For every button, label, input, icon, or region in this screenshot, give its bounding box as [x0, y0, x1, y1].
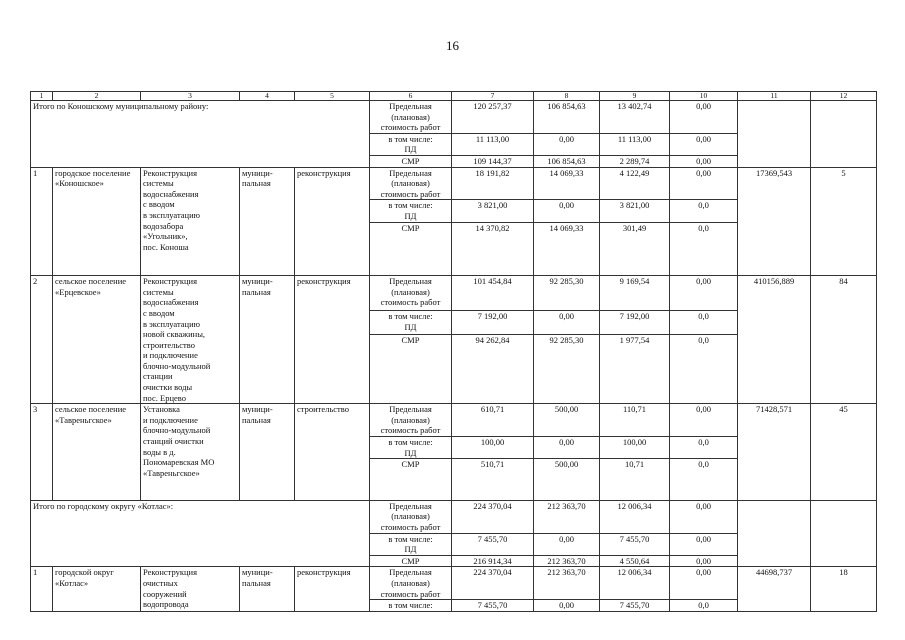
settlement-line: городское поселение: [55, 167, 131, 178]
work-type: реконструкция: [295, 276, 370, 404]
value-c10: 0,00: [670, 533, 738, 555]
cost-type-line: (плановая): [391, 178, 430, 189]
object-line: блочно-модульной: [143, 425, 211, 436]
value-c7: 11 113,00: [452, 133, 534, 155]
item-row: [31, 404, 877, 437]
cost-type-line: Предельная: [389, 101, 432, 111]
settlement-name: [53, 567, 141, 611]
object-line: водоснабжения: [143, 188, 199, 199]
object-line: с вводом: [143, 199, 175, 210]
ownership-type: [240, 167, 295, 276]
value-c10: 0,00: [670, 567, 738, 600]
cost-type-label: [370, 500, 452, 533]
object-description: [141, 167, 240, 276]
value-c10: 0,00: [670, 101, 738, 134]
settlement-name: [53, 276, 141, 404]
value-c10: 0,0: [670, 600, 738, 612]
cost-type-label: [370, 133, 452, 155]
value-c8: 106 854,63: [534, 155, 600, 167]
cost-type-label: [370, 155, 452, 167]
object-line: и подключение: [143, 414, 198, 425]
value-c8: 92 285,30: [534, 334, 600, 404]
cost-type-label: [370, 222, 452, 276]
value-c9: 2 289,74: [600, 155, 670, 167]
summary-row: [31, 500, 877, 533]
cost-type-line: (плановая): [391, 286, 430, 297]
object-description: [141, 567, 240, 611]
cost-type-line: СМР: [401, 222, 420, 233]
cost-type-line: стоимость работ: [380, 425, 441, 436]
cost-type-line: в том числе:: [388, 533, 433, 544]
object-line: пос. Ерцево: [143, 392, 187, 403]
cost-type-line: ПД: [404, 321, 417, 332]
column-number: 8: [534, 92, 600, 101]
value-c7: 7 455,70: [452, 600, 534, 612]
object-line: «Угольник»,: [143, 231, 188, 242]
value-c10: 0,00: [670, 276, 738, 311]
cost-type-line: СМР: [401, 555, 420, 566]
value-c9: 4 122,49: [600, 167, 670, 200]
ownership-line: пальная: [242, 414, 271, 425]
object-description: [141, 404, 240, 501]
cost-type-line: стоимость работ: [380, 588, 441, 599]
item-number: 3: [31, 404, 53, 501]
value-c7: 224 370,04: [452, 500, 534, 533]
cost-type-line: в том числе:: [388, 311, 433, 322]
value-c8: 0,00: [534, 133, 600, 155]
ownership-type: [240, 276, 295, 404]
object-line: станций очистки: [143, 436, 204, 447]
item-row: [31, 567, 877, 600]
column-number: 9: [600, 92, 670, 101]
value-c8: 0,00: [534, 200, 600, 222]
item-number: 1: [31, 567, 53, 611]
object-line: строительство: [143, 339, 195, 350]
capacity-value: 17369,543: [738, 167, 811, 276]
value-c8: 92 285,30: [534, 276, 600, 311]
value-c9: 12 006,34: [600, 567, 670, 600]
settlement-line: «Котлас»: [55, 577, 89, 588]
cost-type-line: ПД: [404, 210, 417, 221]
column-number: 11: [738, 92, 811, 101]
item-row: [31, 167, 877, 200]
cost-type-line: Предельная: [389, 167, 432, 178]
item-number: 1: [31, 167, 53, 276]
value-c8: 14 069,33: [534, 222, 600, 276]
column-number: 10: [670, 92, 738, 101]
ownership-line: пальная: [242, 577, 271, 588]
value-c7: 3 821,00: [452, 200, 534, 222]
summary-empty-12: [811, 101, 877, 168]
object-line: водоснабжения: [143, 297, 199, 308]
count-value: 18: [811, 567, 877, 611]
summary-empty-12: [811, 500, 877, 567]
object-line: системы: [143, 286, 174, 297]
value-c8: 212 363,70: [534, 567, 600, 600]
object-line: Установка: [143, 404, 180, 415]
cost-type-line: (плановая): [391, 111, 430, 122]
object-line: станции: [143, 371, 173, 382]
cost-type-label: [370, 533, 452, 555]
value-c7: 109 144,37: [452, 155, 534, 167]
value-c10: 0,00: [670, 404, 738, 437]
value-c8: 212 363,70: [534, 555, 600, 567]
value-c8: 106 854,63: [534, 101, 600, 134]
investment-table: [30, 91, 877, 612]
object-line: в эксплуатацию: [143, 318, 200, 329]
value-c9: 110,71: [600, 404, 670, 437]
value-c7: 14 370,82: [452, 222, 534, 276]
value-c10: 0,0: [670, 200, 738, 222]
object-line: блочно-модульной: [143, 360, 211, 371]
value-c7: 216 914,34: [452, 555, 534, 567]
value-c7: 100,00: [452, 437, 534, 459]
column-number: 6: [370, 92, 452, 101]
object-line: очистных: [143, 577, 178, 588]
work-type: реконструкция: [295, 167, 370, 276]
cost-type-line: СМР: [401, 334, 420, 345]
count-value: 5: [811, 167, 877, 276]
cost-type-line: стоимость работ: [380, 297, 441, 308]
object-line: новой скважины,: [143, 329, 206, 340]
cost-type-line: (плановая): [391, 414, 430, 425]
count-value: 84: [811, 276, 877, 404]
count-value: 45: [811, 404, 877, 501]
value-c7: 7 192,00: [452, 311, 534, 335]
value-c8: 500,00: [534, 404, 600, 437]
cost-type-line: в том числе:: [388, 133, 433, 144]
object-line: системы: [143, 178, 174, 189]
summary-title: Итого по Коношскому муниципальному району:: [31, 101, 370, 168]
ownership-type: [240, 404, 295, 501]
column-number: 5: [295, 92, 370, 101]
value-c10: 0,0: [670, 311, 738, 335]
object-line: с вводом: [143, 307, 175, 318]
cost-type-line: стоимость работ: [380, 122, 441, 133]
value-c9: 1 977,54: [600, 334, 670, 404]
ownership-line: муници-: [242, 276, 273, 287]
column-number: 7: [452, 92, 534, 101]
object-line: водозабора: [143, 220, 184, 231]
value-c9: 100,00: [600, 437, 670, 459]
cost-type-label: [370, 404, 452, 437]
value-c9: 4 550,64: [600, 555, 670, 567]
work-type: строительство: [295, 404, 370, 501]
column-number: 12: [811, 92, 877, 101]
cost-type-line: в том числе:: [388, 200, 433, 211]
work-type: реконструкция: [295, 567, 370, 611]
cost-type-label: [370, 101, 452, 134]
value-c9: 10,71: [600, 459, 670, 501]
value-c8: 212 363,70: [534, 500, 600, 533]
object-line: Пономаревская МО: [143, 457, 215, 468]
cost-type-label: [370, 200, 452, 222]
capacity-value: 44698,737: [738, 567, 811, 611]
value-c8: 0,00: [534, 437, 600, 459]
cost-type-line: Предельная: [389, 276, 432, 287]
settlement-line: «Ерцевское»: [55, 286, 101, 297]
object-line: воды в д.: [143, 446, 176, 457]
value-c10: 0,0: [670, 222, 738, 276]
cost-type-line: ПД: [404, 144, 417, 155]
cost-type-line: СМР: [401, 459, 420, 470]
value-c9: 7 455,70: [600, 600, 670, 612]
settlement-line: городской округ: [55, 567, 114, 578]
object-line: пос. Коноша: [143, 241, 189, 252]
value-c7: 224 370,04: [452, 567, 534, 600]
value-c10: 0,00: [670, 133, 738, 155]
value-c9: 13 402,74: [600, 101, 670, 134]
column-number: 1: [31, 92, 53, 101]
summary-empty-11: [738, 101, 811, 168]
value-c8: 0,00: [534, 311, 600, 335]
value-c9: 3 821,00: [600, 200, 670, 222]
cost-type-line: (плановая): [391, 511, 430, 522]
cost-type-label: [370, 276, 452, 311]
cost-type-line: (плановая): [391, 577, 430, 588]
value-c7: 18 191,82: [452, 167, 534, 200]
object-line: Реконструкция: [143, 167, 198, 178]
ownership-line: муници-: [242, 404, 273, 415]
value-c8: 500,00: [534, 459, 600, 501]
item-number: 2: [31, 276, 53, 404]
cost-type-label: [370, 167, 452, 200]
cost-type-line: стоимость работ: [380, 522, 441, 532]
settlement-line: сельское поселение: [55, 404, 127, 415]
value-c10: 0,00: [670, 555, 738, 567]
object-description: [141, 276, 240, 404]
settlement-name: [53, 404, 141, 501]
value-c9: 7 192,00: [600, 311, 670, 335]
object-line: очистки воды: [143, 382, 193, 393]
cost-type-label: [370, 555, 452, 567]
column-number: 2: [53, 92, 141, 101]
ownership-line: пальная: [242, 178, 271, 189]
column-number-row: [31, 92, 877, 101]
value-c10: 0,0: [670, 459, 738, 501]
capacity-value: 71428,571: [738, 404, 811, 501]
settlement-line: сельское поселение: [55, 276, 127, 287]
value-c8: 0,00: [534, 533, 600, 555]
value-c8: 0,00: [534, 600, 600, 612]
column-number: 3: [141, 92, 240, 101]
object-line: «Тавреньгское»: [143, 467, 200, 478]
object-line: водопровода: [143, 599, 189, 610]
cost-type-line: Предельная: [389, 404, 432, 415]
value-c9: 7 455,70: [600, 533, 670, 555]
value-c7: 94 262,84: [452, 334, 534, 404]
settlement-line: «Коношское»: [55, 178, 104, 189]
value-c7: 101 454,84: [452, 276, 534, 311]
settlement-name: [53, 167, 141, 276]
cost-type-line: ПД: [404, 447, 417, 458]
object-line: сооружений: [143, 588, 187, 599]
value-c7: 7 455,70: [452, 533, 534, 555]
cost-type-label: [370, 334, 452, 404]
value-c10: 0,00: [670, 500, 738, 533]
object-line: Реконструкция: [143, 276, 198, 287]
object-line: в эксплуатацию: [143, 209, 200, 220]
value-c7: 510,71: [452, 459, 534, 501]
item-row: [31, 276, 877, 311]
value-c8: 14 069,33: [534, 167, 600, 200]
cost-type-label: [370, 311, 452, 335]
summary-title: Итого по городскому округу «Котлас»:: [31, 500, 370, 567]
cost-type-line: Предельная: [389, 500, 432, 511]
value-c10: 0,0: [670, 334, 738, 404]
ownership-line: пальная: [242, 286, 271, 297]
ownership-type: [240, 567, 295, 611]
summary-row: [31, 101, 877, 134]
cost-type-line: ПД: [404, 544, 417, 555]
page-number: 16: [446, 38, 459, 53]
object-line: Реконструкция: [143, 567, 198, 578]
value-c10: 0,00: [670, 155, 738, 167]
cost-type-label: [370, 600, 452, 612]
cost-type-label: [370, 567, 452, 600]
value-c10: 0,0: [670, 437, 738, 459]
settlement-line: «Тавреньгское»: [55, 414, 112, 425]
cost-type-label: [370, 459, 452, 501]
cost-type-line: в том числе:: [388, 600, 433, 611]
cost-type-line: в том числе:: [388, 437, 433, 448]
cost-type-label: [370, 437, 452, 459]
value-c9: 301,49: [600, 222, 670, 276]
value-c9: 9 169,54: [600, 276, 670, 311]
cost-type-line: СМР: [401, 155, 420, 166]
summary-empty-11: [738, 500, 811, 567]
value-c7: 120 257,37: [452, 101, 534, 134]
column-number: 4: [240, 92, 295, 101]
value-c7: 610,71: [452, 404, 534, 437]
value-c10: 0,00: [670, 167, 738, 200]
value-c9: 12 006,34: [600, 500, 670, 533]
ownership-line: муници-: [242, 167, 273, 178]
ownership-line: муници-: [242, 567, 273, 578]
cost-type-line: Предельная: [389, 567, 432, 578]
value-c9: 11 113,00: [600, 133, 670, 155]
cost-type-line: стоимость работ: [380, 188, 441, 199]
capacity-value: 410156,889: [738, 276, 811, 404]
object-line: и подключение: [143, 350, 198, 361]
